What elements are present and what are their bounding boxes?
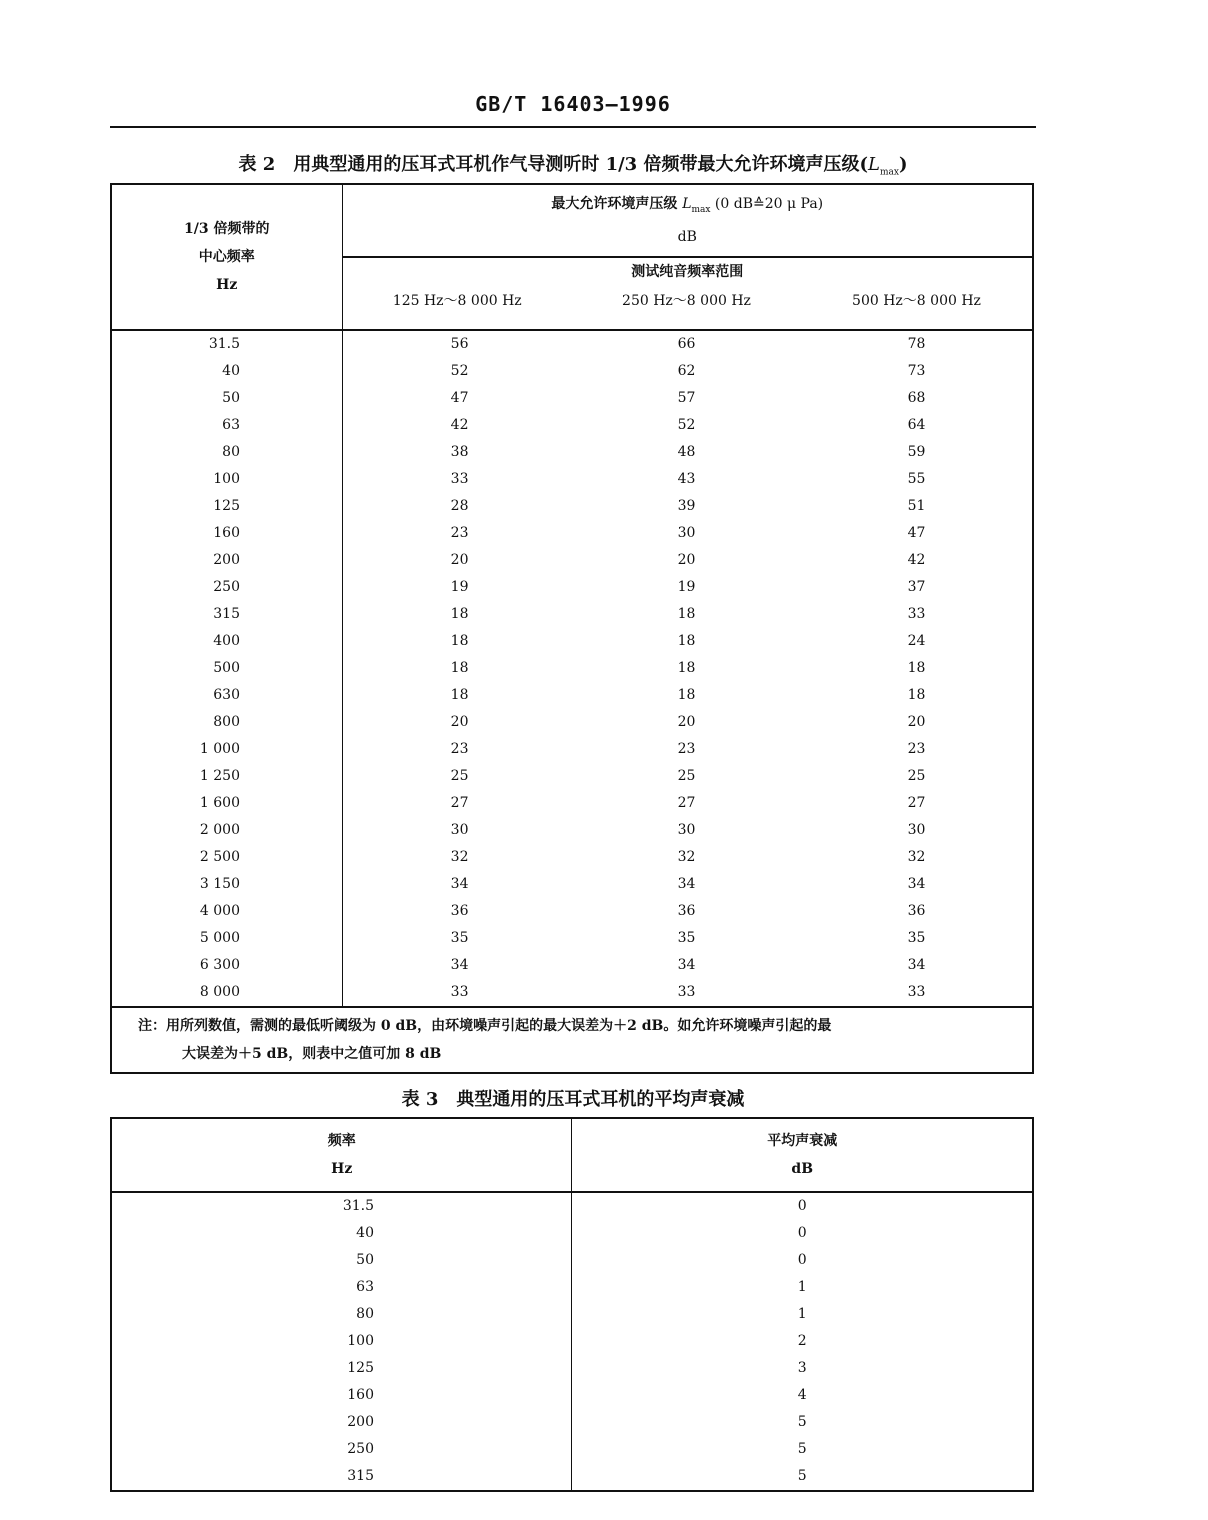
level-cell: 33: [907, 606, 926, 622]
attenuation-cell: 5: [797, 1468, 807, 1484]
frequency-cell: 1 600: [111, 790, 342, 817]
frequency-cell: 8 000: [111, 979, 342, 1007]
table2-note-row: [111, 1007, 1033, 1073]
frequency-cell: 63: [111, 412, 342, 439]
frequency-cell: 80: [111, 439, 342, 466]
frequency-cell: 1 000: [111, 736, 342, 763]
level-cell: 34: [677, 876, 696, 892]
table-row: [111, 763, 1033, 790]
level-cell: 37: [907, 579, 926, 595]
attenuation-cell: 0: [797, 1198, 807, 1214]
level-cell: 30: [677, 822, 696, 838]
level-cell: 57: [677, 390, 696, 406]
level-cell: 18: [677, 633, 696, 649]
table-row: [111, 844, 1033, 871]
table-row: [111, 1247, 1033, 1274]
frequency-cell: 2 000: [111, 817, 342, 844]
level-cell: 30: [450, 822, 469, 838]
level-cell: 18: [450, 687, 469, 703]
table2-range-1: 125 Hz～8 000 Hz: [342, 286, 572, 330]
frequency-cell: 40: [111, 358, 342, 385]
attenuation-cell: 0: [797, 1252, 807, 1268]
table-row: [111, 520, 1033, 547]
table-row: [111, 330, 1033, 358]
level-cell: 34: [907, 957, 926, 973]
level-cell: 36: [677, 903, 696, 919]
standard-header: GB/T 16403—1996: [475, 92, 671, 116]
level-cell: 33: [450, 471, 469, 487]
frequency-cell: 160: [111, 1382, 572, 1409]
level-cell: 20: [677, 714, 696, 730]
table3: [110, 1117, 1034, 1492]
level-cell: 20: [450, 714, 469, 730]
frequency-cell: 100: [111, 1328, 572, 1355]
level-cell: 28: [450, 498, 469, 514]
level-cell: 18: [450, 606, 469, 622]
frequency-cell: 5 000: [111, 925, 342, 952]
level-cell: 18: [450, 660, 469, 676]
level-cell: 23: [450, 741, 469, 757]
table3-caption: 表 3 典型通用的压耳式耳机的平均声衰减: [401, 1089, 745, 1110]
table-row: [111, 736, 1033, 763]
level-cell: 64: [907, 417, 926, 433]
frequency-cell: 250: [111, 1436, 572, 1463]
level-cell: 35: [450, 930, 469, 946]
level-cell: 34: [677, 957, 696, 973]
level-cell: 19: [450, 579, 469, 595]
frequency-cell: 80: [111, 1301, 572, 1328]
table-row: [111, 925, 1033, 952]
table-row: [111, 952, 1033, 979]
frequency-cell: 4 000: [111, 898, 342, 925]
frequency-cell: 200: [111, 547, 342, 574]
table-row: [111, 1274, 1033, 1301]
table-row: [111, 439, 1033, 466]
table-row: [111, 466, 1033, 493]
frequency-cell: 125: [111, 1355, 572, 1382]
level-cell: 18: [907, 660, 926, 676]
frequency-cell: 50: [111, 1247, 572, 1274]
table2-caption-symbol: $L_{max}$: [868, 154, 899, 178]
table-row: [111, 1382, 1033, 1409]
level-cell: 47: [907, 525, 926, 541]
level-cell: 33: [907, 984, 926, 1000]
table2: [110, 183, 1034, 1074]
level-cell: 56: [450, 336, 469, 352]
table-row: [111, 1328, 1033, 1355]
frequency-cell: 125: [111, 493, 342, 520]
table-row: [111, 574, 1033, 601]
level-cell: 34: [907, 876, 926, 892]
level-cell: 23: [677, 741, 696, 757]
level-cell: 66: [677, 336, 696, 352]
table-row: [111, 898, 1033, 925]
level-cell: 32: [677, 849, 696, 865]
level-cell: 34: [450, 957, 469, 973]
table-row: [111, 1220, 1033, 1247]
table-row: [111, 790, 1033, 817]
level-cell: 42: [450, 417, 469, 433]
frequency-cell: 250: [111, 574, 342, 601]
table-row: [111, 655, 1033, 682]
level-cell: 32: [450, 849, 469, 865]
table-row: [111, 385, 1033, 412]
table-row: [111, 1409, 1033, 1436]
table3-frequency-header: 频率 Hz: [111, 1118, 572, 1192]
level-cell: 34: [450, 876, 469, 892]
level-cell: 35: [907, 930, 926, 946]
level-cell: 18: [907, 687, 926, 703]
frequency-cell: 40: [111, 1220, 572, 1247]
attenuation-cell: 5: [797, 1441, 807, 1457]
table-row: [111, 412, 1033, 439]
attenuation-cell: 3: [797, 1360, 807, 1376]
level-cell: 43: [677, 471, 696, 487]
level-cell: 25: [677, 768, 696, 784]
level-cell: 18: [677, 606, 696, 622]
table-row: [111, 1355, 1033, 1382]
level-cell: 38: [450, 444, 469, 460]
table-row: [111, 358, 1033, 385]
attenuation-cell: 1: [797, 1306, 807, 1322]
frequency-cell: 800: [111, 709, 342, 736]
level-cell: 20: [450, 552, 469, 568]
frequency-cell: 315: [111, 1463, 572, 1491]
level-cell: 55: [907, 471, 926, 487]
frequency-cell: 500: [111, 655, 342, 682]
header-rule: [110, 126, 1036, 128]
level-cell: 27: [450, 795, 469, 811]
level-cell: 18: [450, 633, 469, 649]
level-cell: 30: [907, 822, 926, 838]
level-cell: 33: [677, 984, 696, 1000]
frequency-cell: 31.5: [111, 1192, 572, 1220]
table2-range-3: 500 Hz～8 000 Hz: [801, 286, 1033, 330]
table-row: [111, 601, 1033, 628]
table-row: [111, 682, 1033, 709]
level-cell: 23: [450, 525, 469, 541]
level-cell: 18: [677, 660, 696, 676]
level-cell: 62: [677, 363, 696, 379]
level-cell: 25: [907, 768, 926, 784]
level-cell: 36: [907, 903, 926, 919]
level-cell: 30: [677, 525, 696, 541]
level-cell: 33: [450, 984, 469, 1000]
attenuation-cell: 5: [797, 1414, 807, 1430]
table-row: [111, 1192, 1033, 1220]
frequency-cell: 100: [111, 466, 342, 493]
level-cell: 20: [677, 552, 696, 568]
level-cell: 52: [677, 417, 696, 433]
level-cell: 51: [907, 498, 926, 514]
table2-level-header: 最大允许环境声压级 $L_{max}$ (0 dB≙20 μ Pa) dB: [342, 184, 1033, 257]
table3-attenuation-header: 平均声衰减 dB: [572, 1118, 1033, 1192]
attenuation-cell: 4: [797, 1387, 807, 1403]
attenuation-cell: 2: [797, 1333, 807, 1349]
level-cell: 48: [677, 444, 696, 460]
table2-range-subheader: 测试纯音频率范围: [631, 264, 744, 281]
level-cell: 24: [907, 633, 926, 649]
level-cell: 18: [677, 687, 696, 703]
table-row: [111, 547, 1033, 574]
frequency-cell: 400: [111, 628, 342, 655]
level-cell: 73: [907, 363, 926, 379]
attenuation-cell: 0: [797, 1225, 807, 1241]
table-row: [111, 871, 1033, 898]
level-cell: 19: [677, 579, 696, 595]
table2-caption-text: 表 2 用典型通用的压耳式耳机作气导测听时 1/3 倍频带最大允许环境声压级(: [238, 154, 868, 175]
frequency-cell: 63: [111, 1274, 572, 1301]
table-row: [111, 709, 1033, 736]
level-cell: 52: [450, 363, 469, 379]
table-row: [111, 1463, 1033, 1491]
level-cell: 47: [450, 390, 469, 406]
level-cell: 68: [907, 390, 926, 406]
level-cell: 25: [450, 768, 469, 784]
table2-note: 注：用所列数值，需测的最低听阈级为 0 dB，由环境噪声引起的最大误差为＋2 dB。如允许环境噪声引起的最 大误差为＋5 dB，则表中之值可加 8 dB: [111, 1007, 1033, 1073]
table2-caption: 表 2 用典型通用的压耳式耳机作气导测听时 1/3 倍频带最大允许环境声压级$(L_{max})$: [238, 154, 908, 178]
frequency-cell: 2 500: [111, 844, 342, 871]
level-cell: 39: [677, 498, 696, 514]
table-row: [111, 1301, 1033, 1328]
level-cell: 23: [907, 741, 926, 757]
level-cell: 78: [907, 336, 926, 352]
table-row: [111, 817, 1033, 844]
level-cell: 27: [677, 795, 696, 811]
frequency-cell: 31.5: [111, 330, 342, 358]
frequency-cell: 6 300: [111, 952, 342, 979]
table2-frequency-header: 1/3 倍频带的 中心频率 Hz: [111, 184, 342, 330]
level-cell: 32: [907, 849, 926, 865]
level-cell: 59: [907, 444, 926, 460]
frequency-cell: 160: [111, 520, 342, 547]
level-cell: 35: [677, 930, 696, 946]
level-cell: 20: [907, 714, 926, 730]
table-row: [111, 979, 1033, 1007]
frequency-cell: 50: [111, 385, 342, 412]
table2-range-2: 250 Hz～8 000 Hz: [572, 286, 801, 330]
frequency-cell: 3 150: [111, 871, 342, 898]
attenuation-cell: 1: [797, 1279, 807, 1295]
table-row: [111, 1436, 1033, 1463]
level-cell: 27: [907, 795, 926, 811]
frequency-cell: 315: [111, 601, 342, 628]
frequency-cell: 630: [111, 682, 342, 709]
frequency-cell: 1 250: [111, 763, 342, 790]
table-row: [111, 628, 1033, 655]
level-cell: 42: [907, 552, 926, 568]
level-cell: 36: [450, 903, 469, 919]
table-row: [111, 493, 1033, 520]
frequency-cell: 200: [111, 1409, 572, 1436]
